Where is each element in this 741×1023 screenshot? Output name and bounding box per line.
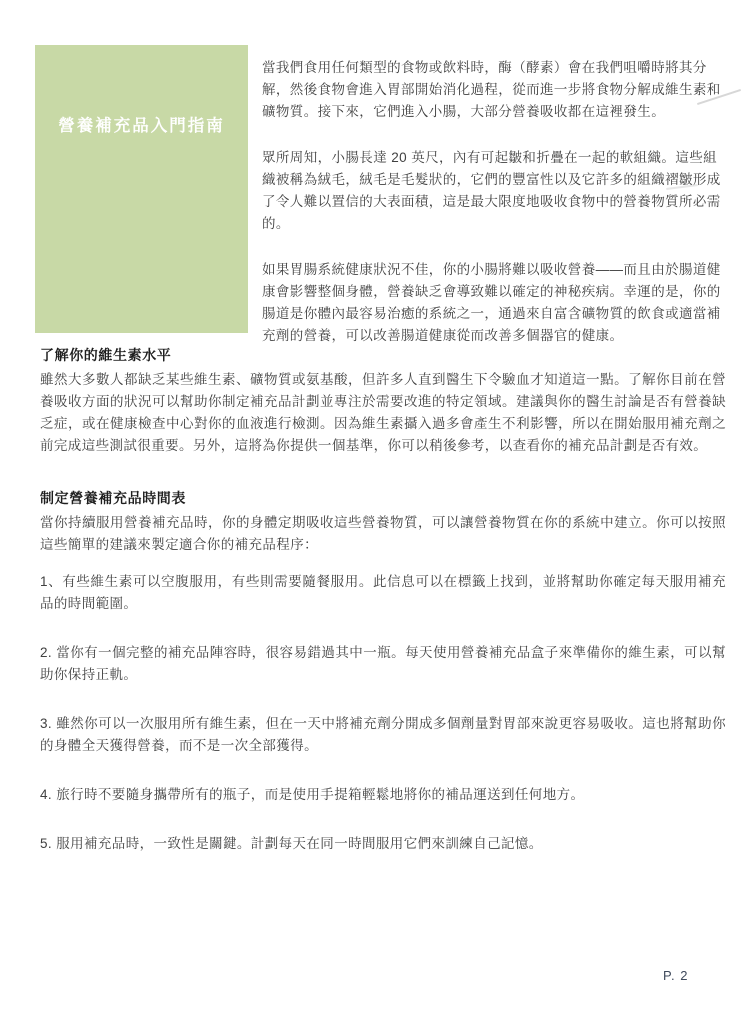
section-heading-supplement-schedule: 制定營養補充品時間表: [40, 490, 186, 506]
intro-paragraph-small-intestine: 眾所周知，小腸長達 20 英尺，內有可起皺和折疊在一起的軟組織。這些組織被稱為絨毛，絨毛是毛髮狀的，它們的豐富性以及它許多的組織褶皺形成了令人難以置信的大表面積，這是最大限度地吸收食物中的營養物質所必需的。: [262, 150, 721, 231]
section-heading-vitamin-levels: 了解你的維生素水平: [40, 347, 172, 363]
main-content: [40, 345, 726, 855]
section-body-supplement-schedule: 當你持續服用營養補充品時，你的身體定期吸收這些營養物質，可以讓營養物質在你的系統中建立。你可以按照這些簡單的建議來製定適合你的補充品程序：: [40, 515, 726, 552]
intro-paragraph-digestion: 當我們食用任何類型的食物或飲料時，酶（酵素）會在我們咀嚼時將其分解，然後食物會進入胃部開始消化過程，從而進一步將食物分解成維生素和礦物質。接下來，它們進入小腸，大部分營養吸收都在這裡發生。: [262, 60, 721, 119]
list-item-1: 1、有些維生素可以空腹服用，有些則需要隨餐服用。此信息可以在標籤上找到，並將幫助你確定每天服用補充品的時間範圍。: [40, 574, 726, 611]
list-item-4: 4. 旅行時不要隨身攜帶所有的瓶子，而是使用手提箱輕鬆地將你的補品運送到任何地方。: [40, 787, 585, 802]
intro-column: [262, 57, 726, 371]
page-number: P. 2: [663, 968, 689, 983]
guide-title: 營養補充品入門指南: [58, 117, 225, 135]
list-item-5: 5. 服用補充品時，一致性是關鍵。計劃每天在同一時間服用它們來訓練自己記憶。: [40, 836, 543, 851]
section-body-vitamin-levels: 雖然大多數人都缺乏某些維生素、礦物質或氨基酸，但許多人直到醫生下令驗血才知道這一點。了解你目前在營養吸收方面的狀況可以幫助你制定補充品計劃並專注於需要改進的特定領域。建議與你的醫生討論是否有營養缺乏症，或在健康檢查中心對你的血液進行檢測。因為維生素攝入過多會產生不利影響，所以在開始服用補充劑之前完成這些測試很重要。另外，這將為你提供一個基準，你可以稍後參考，以查看你的補充品計劃是否有效。: [40, 372, 726, 453]
list-item-3: 3. 雖然你可以一次服用所有維生素，但在一天中將補充劑分開成多個劑量對胃部來說更容易吸收。這也將幫助你的身體全天獲得營養，而不是一次全部獲得。: [40, 716, 726, 753]
intro-paragraph-gut-health: 如果胃腸系統健康狀況不佳，你的小腸將難以吸收營養——而且由於腸道健康會影響整個身體，營養缺乏會導致難以確定的神秘疾病。幸運的是，你的腸道是你體內最容易治癒的系統之一，通過來自富含礦物質的飲食或適當補充劑的營養，可以改善腸道健康從而改善多個器官的健康。: [262, 262, 721, 343]
title-banner: [35, 45, 248, 333]
list-item-2: 2. 當你有一個完整的補充品陣容時，很容易錯過其中一瓶。每天使用營養補充品盒子來準備你的維生素，可以幫助你保持正軌。: [40, 645, 726, 682]
